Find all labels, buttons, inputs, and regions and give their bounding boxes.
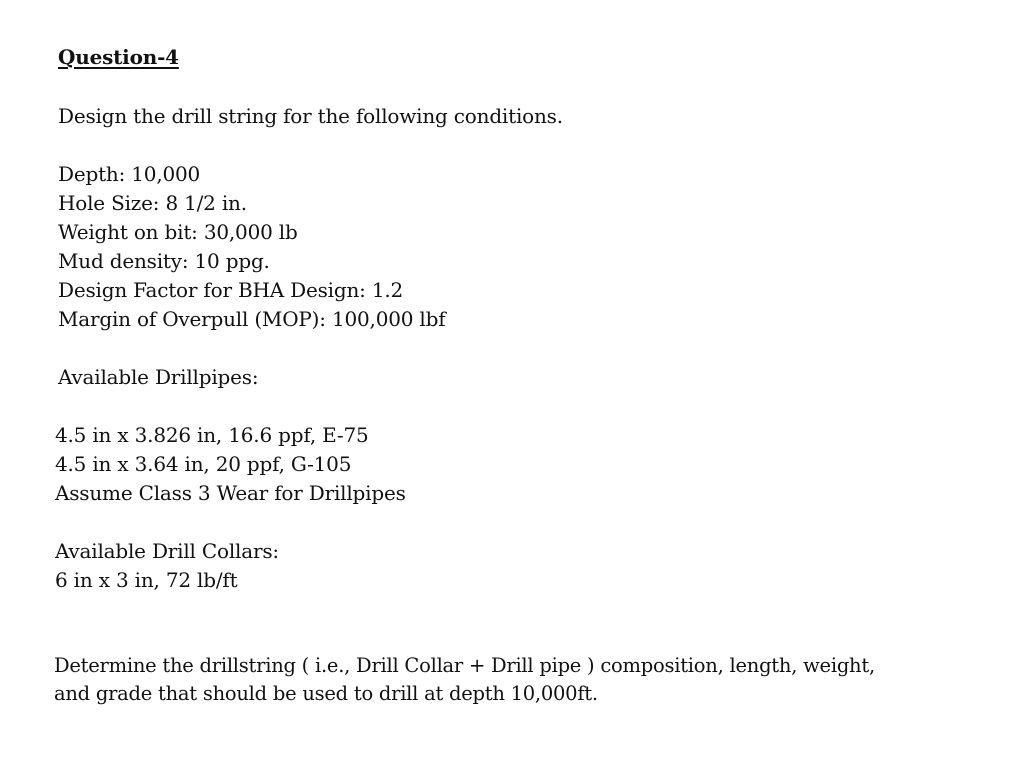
drillpipe-item: 4.5 in x 3.826 in, 16.6 ppf, E-75 [55, 423, 369, 447]
task-line: and grade that should be used to drill at depth 10,000ft. [54, 682, 598, 705]
condition-mud-density: Mud density: 10 ppg. [58, 249, 270, 273]
condition-overpull: Margin of Overpull (MOP): 100,000 lbf [58, 307, 446, 331]
drillpipes-heading: Available Drillpipes: [58, 365, 259, 389]
question-title: Question-4 [58, 45, 179, 69]
condition-hole-size: Hole Size: 8 1/2 in. [58, 191, 247, 215]
drillpipe-item: 4.5 in x 3.64 in, 20 ppf, G-105 [55, 452, 352, 476]
condition-design-factor: Design Factor for BHA Design: 1.2 [58, 278, 404, 302]
collars-heading: Available Drill Collars: [55, 539, 279, 563]
wear-note: Assume Class 3 Wear for Drillpipes [55, 481, 406, 505]
task-line: Determine the drillstring ( i.e., Drill Collar + Drill pipe ) composition, length, weight, [54, 654, 875, 677]
collar-item: 6 in x 3 in, 72 lb/ft [55, 568, 238, 592]
condition-weight-on-bit: Weight on bit: 30,000 lb [58, 220, 298, 244]
condition-depth: Depth: 10,000 [58, 162, 201, 186]
intro-text: Design the drill string for the following conditions. [58, 104, 563, 128]
